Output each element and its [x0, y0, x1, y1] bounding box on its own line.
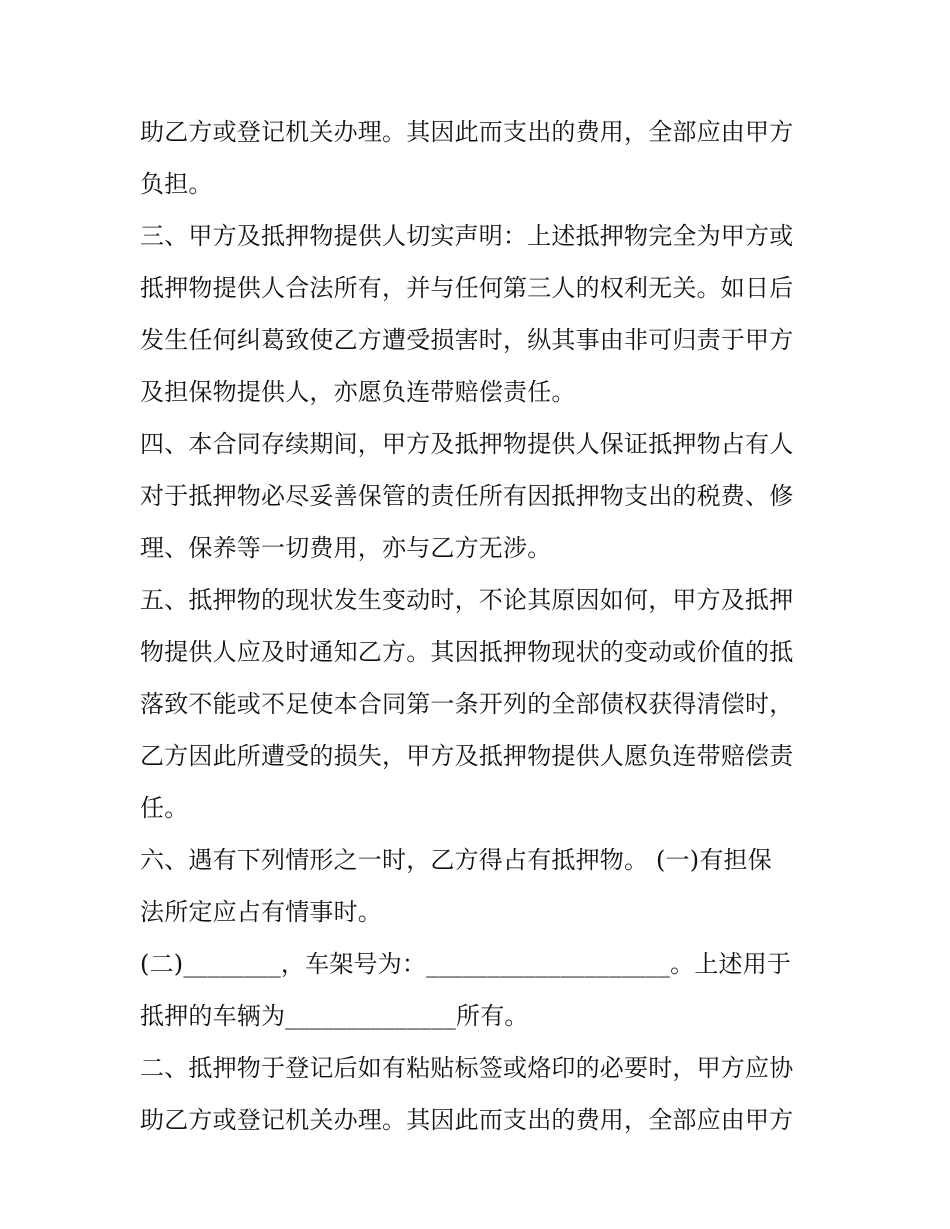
- text-line: 对于抵押物必尽妥善保管的责任所有因抵押物支出的税费、修: [140, 482, 794, 510]
- text-line: 乙方因此所遭受的损失，甲方及抵押物提供人愿负连带赔偿责: [140, 742, 794, 770]
- text-line: (二)________，车架号为：____________________。上述用于: [140, 950, 792, 978]
- text-line: 四、本合同存续期间，甲方及抵押物提供人保证抵押物占有人: [140, 430, 794, 458]
- text-line: 发生任何纠葛致使乙方遭受损害时，纵其事由非可归责于甲方: [140, 326, 794, 354]
- text-line: 物提供人应及时通知乙方。其因抵押物现状的变动或价值的抵: [140, 638, 794, 666]
- text-line: 二、抵押物于登记后如有粘贴标签或烙印的必要时，甲方应协: [140, 1054, 794, 1082]
- text-line: 助乙方或登记机关办理。其因此而支出的费用，全部应由甲方: [140, 118, 794, 146]
- text-line: 抵押的车辆为______________所有。: [140, 1002, 529, 1030]
- text-line: 落致不能或不足使本合同第一条开列的全部债权获得清偿时，: [140, 690, 794, 718]
- text-line: 理、保养等一切费用，亦与乙方无涉。: [140, 534, 552, 562]
- text-line: 六、遇有下列情形之一时，乙方得占有抵押物。 (一)有担保: [140, 846, 772, 874]
- text-line: 及担保物提供人，亦愿负连带赔偿责任。: [140, 378, 576, 406]
- document-body: [140, 106, 820, 1146]
- text-line: 法所定应占有情事时。: [140, 898, 382, 926]
- text-line: 抵押物提供人合法所有，并与任何第三人的权利无关。如日后: [140, 274, 794, 302]
- text-line: 任。: [140, 794, 189, 822]
- text-line: 助乙方或登记机关办理。其因此而支出的费用，全部应由甲方: [140, 1106, 794, 1134]
- text-line: 三、甲方及抵押物提供人切实声明：上述抵押物完全为甲方或: [140, 222, 794, 250]
- text-line: 五、抵押物的现状发生变动时，不论其原因如何，甲方及抵押: [140, 586, 794, 614]
- text-line: 负担。: [140, 170, 213, 198]
